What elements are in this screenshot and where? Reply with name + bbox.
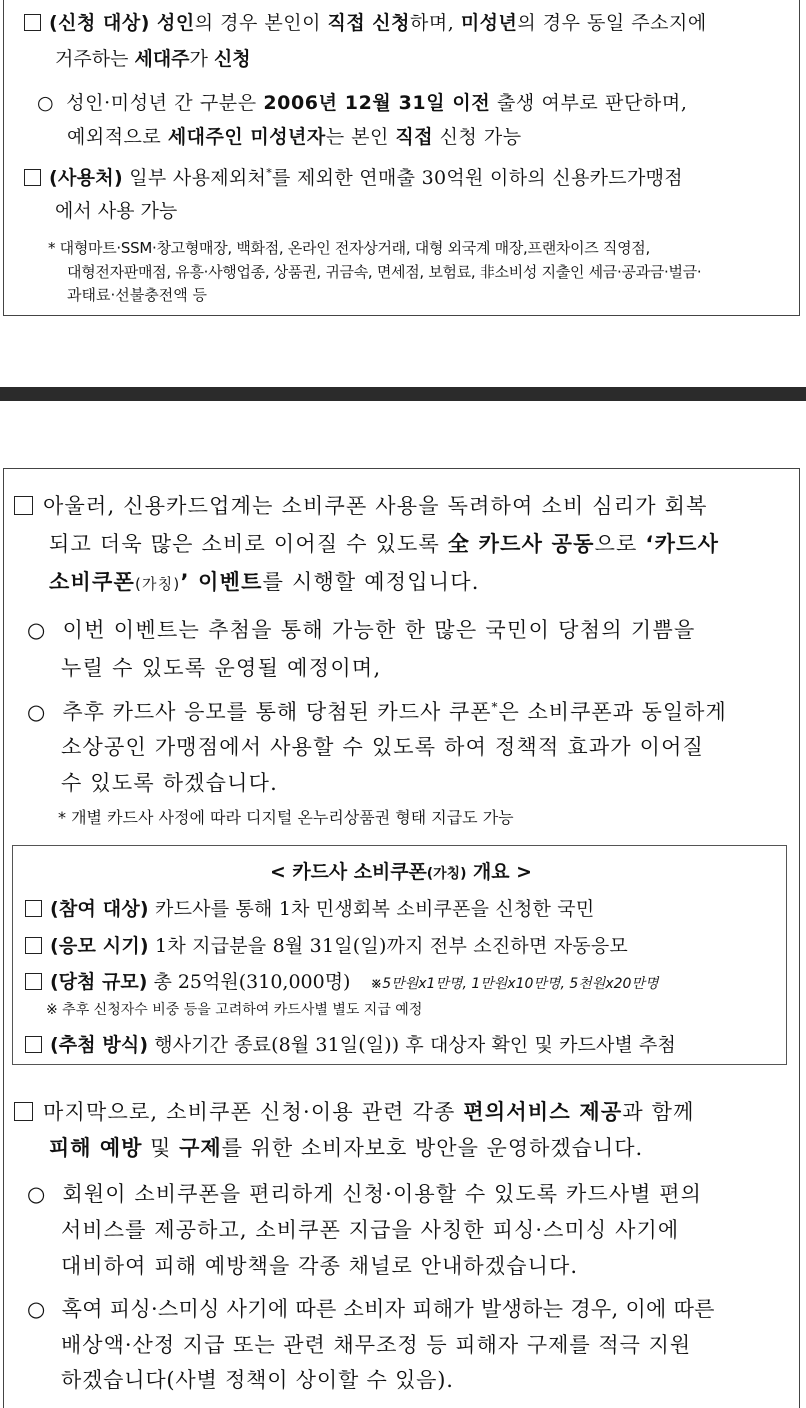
eligibility-text: 하며, [410, 12, 461, 34]
consumer-protection-text: 및 [142, 1136, 180, 1160]
overview-row-label: (당첨 규모) [50, 971, 148, 993]
overview-row-label: (응모 시기) [50, 935, 149, 957]
victim-relief-line-1 [27, 1293, 715, 1323]
overview-row-label: (추첨 방식) [50, 1034, 149, 1056]
age-criteria-text: 예외적으로 [67, 126, 168, 148]
coupon-usage-note [58, 805, 514, 828]
age-criteria-text: 신청 가능 [433, 126, 522, 148]
overview-title-text: (가칭) [426, 866, 467, 882]
event-intro-text: 全 카드사 공동 [447, 532, 595, 556]
coupon-usage-line-2 [61, 731, 704, 761]
prize-breakdown-note: ※5만원x1만명, 1만원x10만명, 5천원x20만명 [370, 976, 659, 992]
event-raffle-text: 누릴 수 있도록 운영될 예정이며, [61, 656, 382, 680]
prize-subnote-text: ※ 추후 신청자수 비중 등을 고려하여 카드사별 별도 지급 예정 [46, 1002, 423, 1018]
event-raffle-line-2 [61, 652, 382, 682]
event-intro-text: 으로 [594, 532, 646, 556]
event-intro-text: ‘카드사 [645, 532, 720, 556]
convenience-service-line-2 [61, 1214, 679, 1244]
overview-row-prize-scale [25, 967, 658, 994]
event-intro-text: 소비쿠폰 [49, 570, 135, 594]
consumer-protection-line-2 [49, 1132, 643, 1162]
age-criteria-text: 2006년 12월 31일 이전 [263, 92, 491, 114]
age-criteria-line-2 [67, 122, 522, 149]
overview-row-draw-method [25, 1030, 676, 1057]
victim-relief-text: 하겠습니다(사별 정책이 상이할 수 있음). [61, 1368, 454, 1392]
usage-place-label: (사용처) [49, 167, 123, 189]
consumer-protection-text: 편의서비스 제공 [463, 1100, 623, 1124]
circle-bullet-icon: ○ [27, 1182, 47, 1206]
checkbox-bullet-icon [25, 973, 42, 990]
consumer-protection-text: 피해 예방 [49, 1136, 143, 1160]
event-intro-text: (가칭) [134, 575, 181, 593]
victim-relief-text: 혹여 피싱·스미싱 사기에 따른 소비자 피해가 발생하는 경우, 이에 따른 [61, 1297, 715, 1321]
eligibility-text: 세대주 [134, 48, 190, 70]
overview-row-participants [25, 894, 594, 921]
victim-relief-text: 배상액·산정 지급 또는 관련 채무조정 등 피해자 구제를 적극 지원 [61, 1333, 692, 1357]
event-intro-text: 되고 더욱 많은 소비로 이어질 수 있도록 [49, 532, 448, 556]
consumer-protection-text: 과 함께 [622, 1100, 695, 1124]
eligibility-label: (신청 대상) [49, 12, 150, 34]
coupon-usage-note-text: * 개별 카드사 사정에 따라 디지털 온누리상품권 형태 지급도 가능 [58, 808, 514, 827]
age-criteria-text: 직접 [395, 126, 434, 148]
usage-place-text: 에서 사용 가능 [55, 200, 178, 222]
convenience-service-text: 대비하여 피해 예방책을 각종 채널로 안내하겠습니다. [61, 1254, 579, 1278]
age-criteria-text: 성인·미성년 간 구분은 [66, 92, 264, 114]
eligibility-text: 가 [189, 48, 214, 70]
eligibility-text: 의 경우 본인이 [194, 12, 328, 34]
checkbox-bullet-icon [25, 1036, 42, 1053]
event-intro-text: 아울러, 신용카드업계는 소비쿠폰 사용을 독려하여 소비 심리가 회복 [43, 494, 708, 518]
checkbox-bullet-icon [14, 496, 33, 515]
exclusion-note-line-1 [48, 237, 650, 258]
event-intro-text: 를 시행할 예정입니다. [262, 570, 480, 594]
eligibility-text: 미성년 [460, 12, 518, 34]
event-intro-text: ’ 이벤트 [180, 570, 263, 594]
coupon-usage-text: 은 소비쿠폰과 동일하게 [498, 700, 727, 724]
event-intro-line-2 [49, 528, 719, 558]
eligibility-text: 신청 [213, 48, 251, 70]
convenience-service-line-3 [61, 1250, 578, 1280]
circle-bullet-icon: ○ [27, 1297, 46, 1321]
coupon-usage-text: 추후 카드사 응모를 통해 당첨된 카드사 쿠폰 [62, 700, 492, 724]
overview-row-prize-subnote [46, 999, 422, 1019]
overview-title-text: 개요 > [466, 861, 532, 883]
footnote-marker: * [266, 166, 273, 180]
usage-place-line-1 [24, 163, 683, 190]
circle-bullet-icon: ○ [27, 618, 47, 642]
checkbox-bullet-icon [24, 14, 41, 31]
checkbox-bullet-icon [25, 937, 42, 954]
eligibility-text: 직접 신청 [327, 12, 411, 34]
event-raffle-line-1 [27, 614, 696, 644]
exclusion-note-line-2 [67, 261, 701, 282]
consumer-protection-text: 를 위한 소비자보호 방안을 운영하겠습니다. [221, 1136, 644, 1160]
eligibility-line-1 [24, 8, 707, 35]
circle-bullet-icon: ○ [27, 700, 47, 724]
event-intro-line-1 [14, 490, 708, 520]
convenience-service-text: 서비스를 제공하고, 소비쿠폰 지급을 사칭한 피싱·스미싱 사기에 [61, 1218, 680, 1242]
victim-relief-line-2 [61, 1329, 691, 1359]
coupon-usage-line-1 [27, 696, 727, 726]
usage-place-line-2 [55, 196, 177, 223]
exclusion-note-line-3 [67, 284, 207, 305]
overview-title-text: < 카드사 소비쿠폰 [269, 861, 427, 883]
exclusion-note-text: * 대형마트·SSM·창고형매장, 백화점, 온라인 전자상거래, 대형 외국계 매장,프랜차이즈 직영점, [48, 239, 650, 257]
convenience-service-line-1 [27, 1178, 702, 1208]
age-criteria-text: 는 본인 [325, 126, 396, 148]
usage-place-text: 를 제외한 연매출 30억원 이하의 신용카드가맹점 [272, 167, 683, 189]
coupon-usage-line-3 [61, 767, 278, 797]
overview-row-text: 카드사를 통해 1차 민생회복 소비쿠폰을 신청한 국민 [148, 898, 595, 920]
checkbox-bullet-icon [14, 1102, 33, 1121]
checkbox-bullet-icon [24, 169, 41, 186]
exclusion-note-text: 대형전자판매점, 유흥·사행업종, 상품권, 귀금속, 면세점, 보험료, 非소비성 지출인 세금·공과금·벌금· [67, 263, 702, 281]
coupon-usage-text: 수 있도록 하겠습니다. [61, 771, 278, 795]
section-divider [0, 387, 806, 401]
consumer-protection-text: 구제 [179, 1136, 222, 1160]
eligibility-line-2 [55, 44, 251, 71]
victim-relief-line-3 [61, 1364, 454, 1394]
age-criteria-line-1 [37, 88, 687, 115]
overview-row-entry-period [25, 931, 628, 958]
consumer-protection-text: 마지막으로, 소비쿠폰 신청·이용 관련 각종 [43, 1100, 464, 1124]
eligibility-text: 성인 [149, 12, 195, 34]
circle-bullet-icon: ○ [37, 92, 55, 114]
event-intro-line-3 [49, 566, 480, 596]
checkbox-bullet-icon [25, 900, 42, 917]
overview-row-label: (참여 대상) [50, 898, 149, 920]
overview-row-text: 총 25억원(310,000명) [147, 971, 351, 993]
overview-row-text: 행사기간 종료(8월 31일(일)) 후 대상자 확인 및 카드사별 추첨 [148, 1034, 676, 1056]
age-criteria-text: 출생 여부로 판단하며, [490, 92, 688, 114]
eligibility-text: 거주하는 [55, 48, 135, 70]
overview-row-text: 1차 지급분을 8월 31일(일)까지 전부 소진하면 자동응모 [148, 935, 628, 957]
event-raffle-text: 이번 이벤트는 추첨을 통해 가능한 한 많은 국민이 당첨의 기쁨을 [62, 618, 696, 642]
coupon-usage-text: 소상공인 가맹점에서 사용할 수 있도록 하여 정책적 효과가 이어질 [61, 735, 705, 759]
age-criteria-text: 세대주인 미성년자 [167, 126, 326, 148]
convenience-service-text: 회원이 소비쿠폰을 편리하게 신청·이용할 수 있도록 카드사별 편의 [62, 1182, 703, 1206]
consumer-protection-line-1 [14, 1096, 695, 1126]
overview-title [0, 857, 802, 884]
usage-place-text: 일부 사용제외처 [122, 167, 267, 189]
footnote-marker: * [491, 700, 499, 714]
eligibility-text: 의 경우 동일 주소지에 [517, 12, 707, 34]
exclusion-note-text: 과태료·선불충전액 등 [67, 286, 207, 304]
